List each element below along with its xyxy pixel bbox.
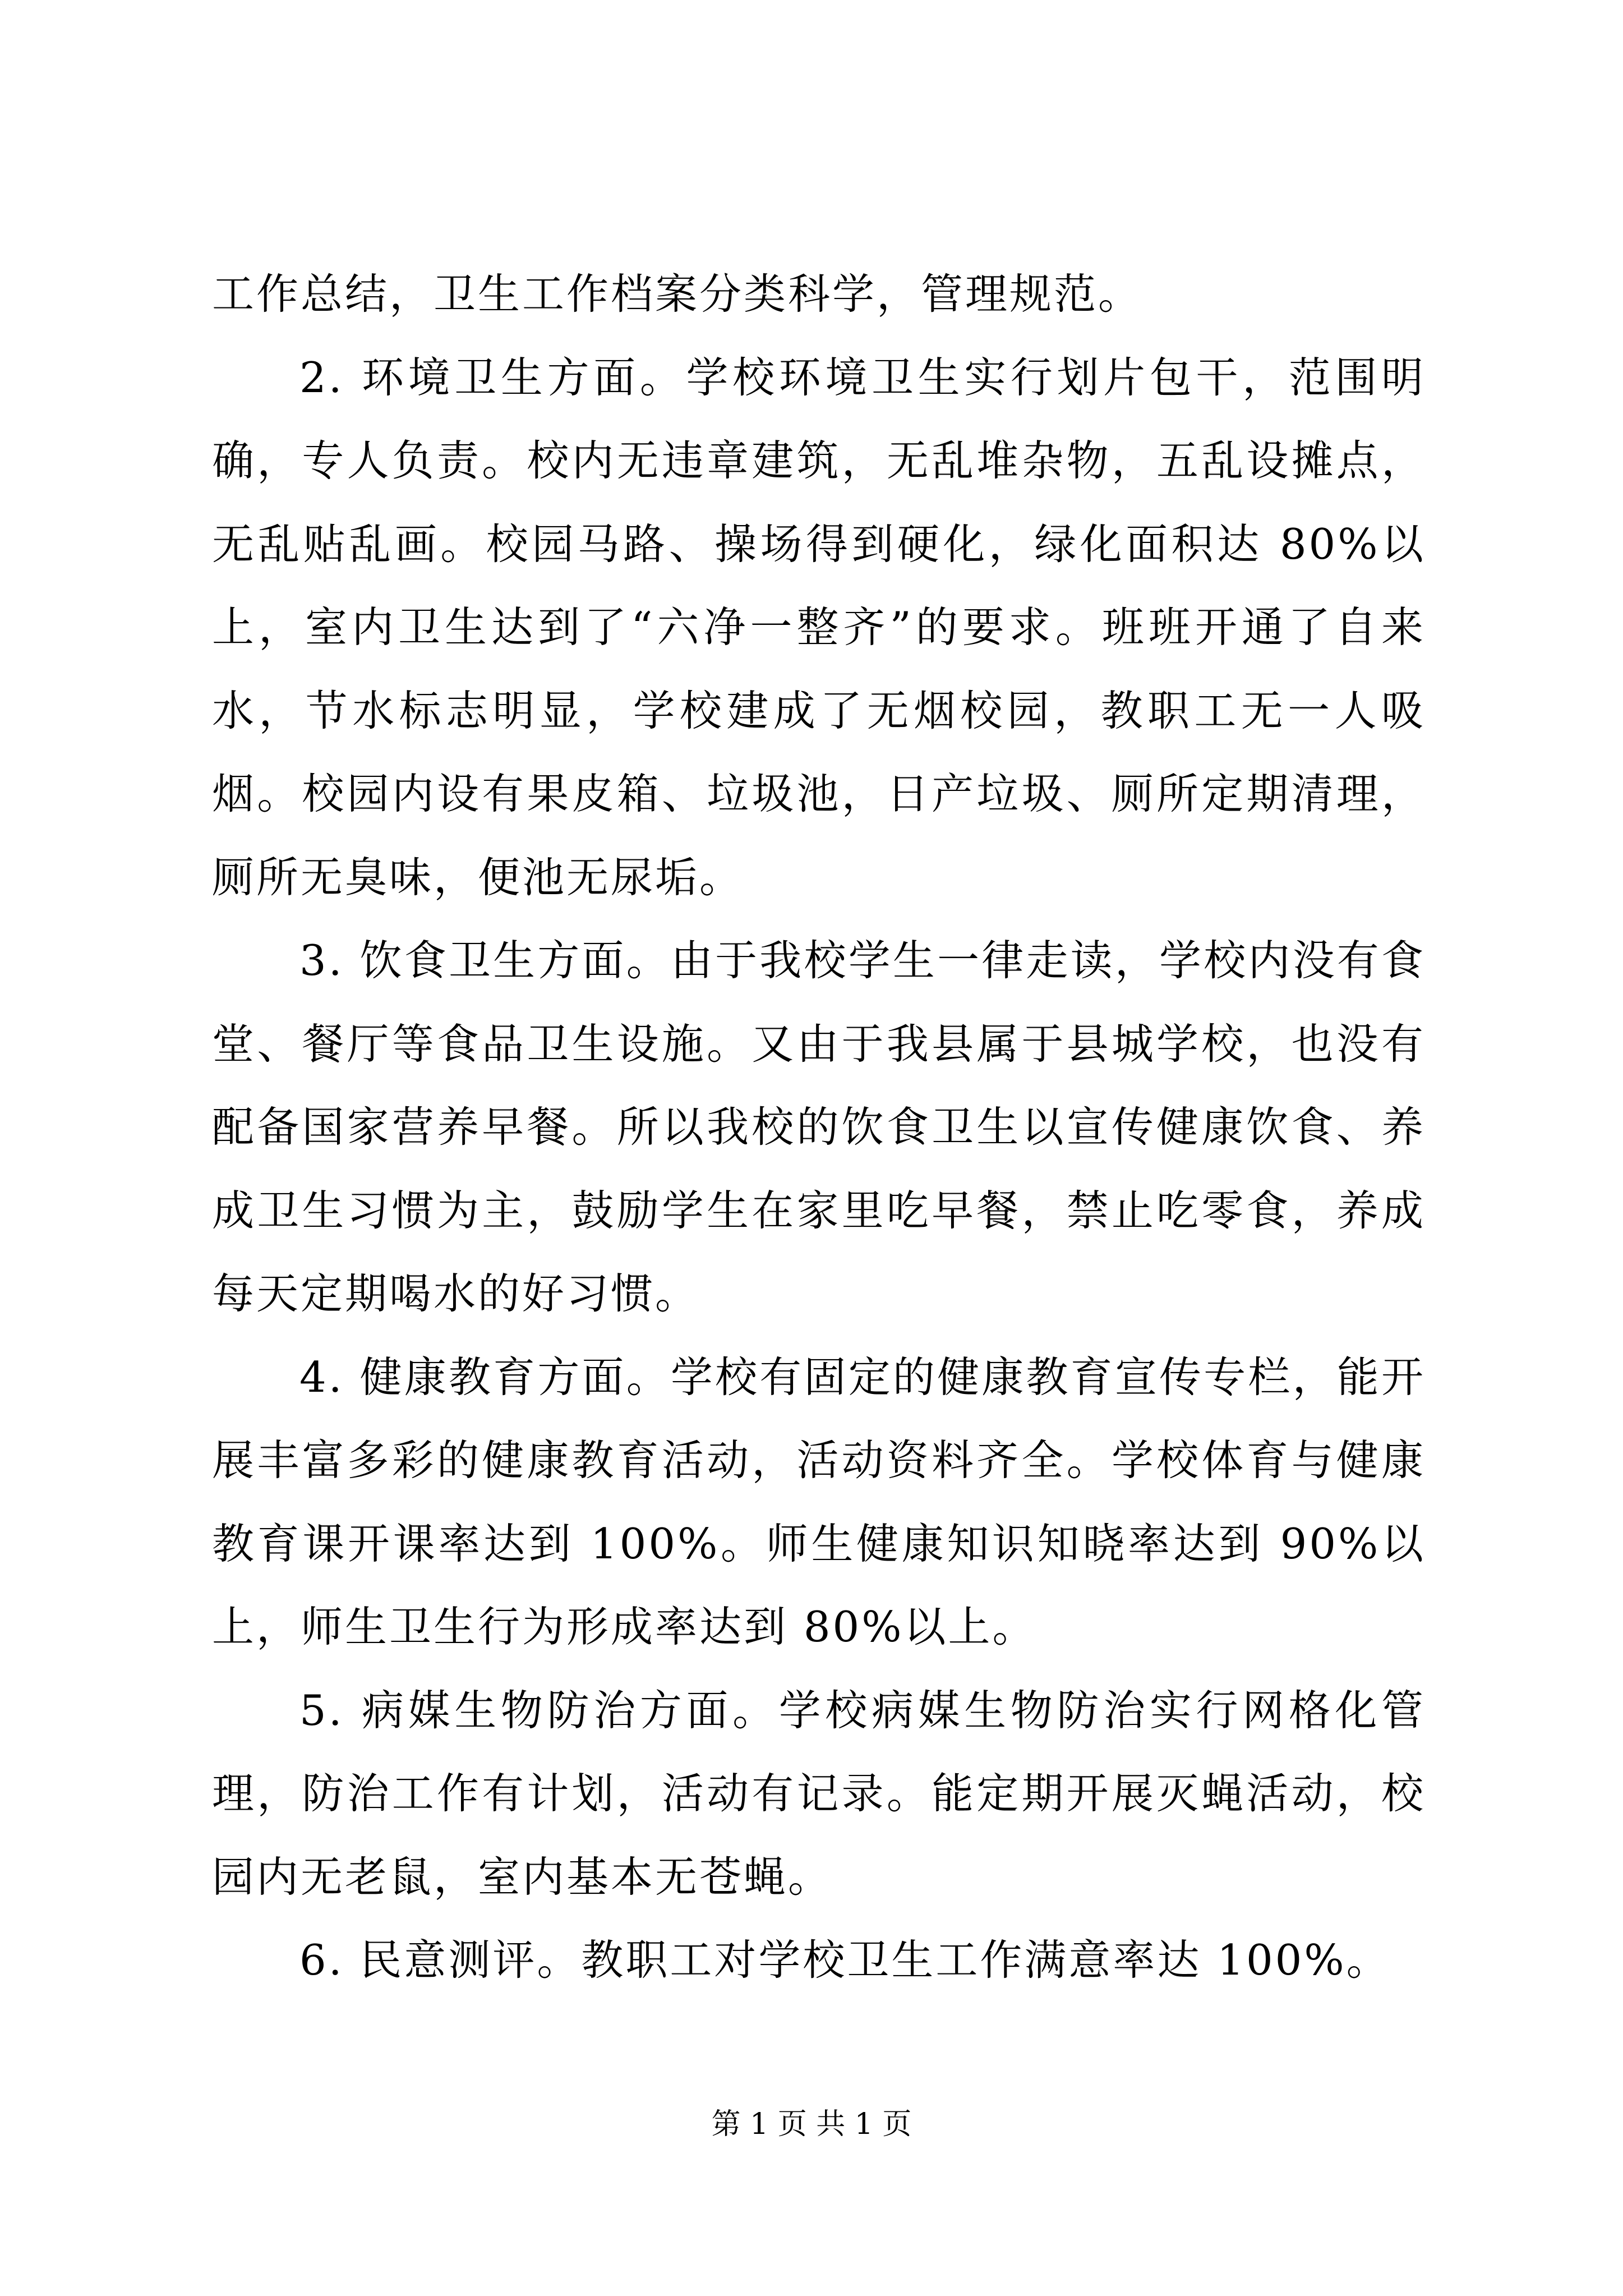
- paragraph-vector-control: 5. 病媒生物防治方面。学校病媒生物防治实行网格化管理，防治工作有计划，活动有记录。能定期开展灭蝇活动，校园内无老鼠，室内基本无苍蝇。: [212, 1685, 1426, 1902]
- paragraph-environment-hygiene: 2. 环境卫生方面。学校环境卫生实行划片包干，范围明确，专人负责。校内无违章建筑，无乱堆杂物，五乱设摊点，无乱贴乱画。校园马路、操场得到硬化，绿化面积达 80%以上，室内卫生达到了“六净一整齐”的要求。班班开通了自来水，节水标志明显，学校建成了无烟校园，教职工无一人吸烟。校园内设有果皮箱、垃圾池，日产垃圾、厕所定期清理，厕所无臭味，便池无尿垢。: [212, 352, 1426, 902]
- paragraph-food-hygiene: 3. 饮食卫生方面。由于我校学生一律走读，学校内没有食堂、餐厅等食品卫生设施。又由于我县属于县城学校，也没有配备国家营养早餐。所以我校的饮食卫生以宣传健康饮食、养成卫生习惯为主，鼓励学生在家里吃早餐，禁止吃零食，养成每天定期喝水的好习惯。: [212, 936, 1426, 1318]
- paragraph-continuation: 工作总结，卫生工作档案分类科学，管理规范。: [212, 269, 1143, 319]
- paragraph-opinion-survey: 6. 民意测评。教职工对学校卫生工作满意率达 100%。: [299, 1935, 1391, 1985]
- page-footer: [0, 2105, 1623, 2144]
- paragraph-health-education: 4. 健康教育方面。学校有固定的健康教育宣传专栏，能开展丰富多彩的健康教育活动，活动资料齐全。学校体育与健康教育课开课率达到 100%。师生健康知识知晓率达到 90%以上，师生卫生行为形成率达到 80%以上。: [212, 1352, 1426, 1651]
- page-number-label: 第 1 页 共 1 页: [711, 2108, 912, 2141]
- document-body: [212, 252, 1426, 2002]
